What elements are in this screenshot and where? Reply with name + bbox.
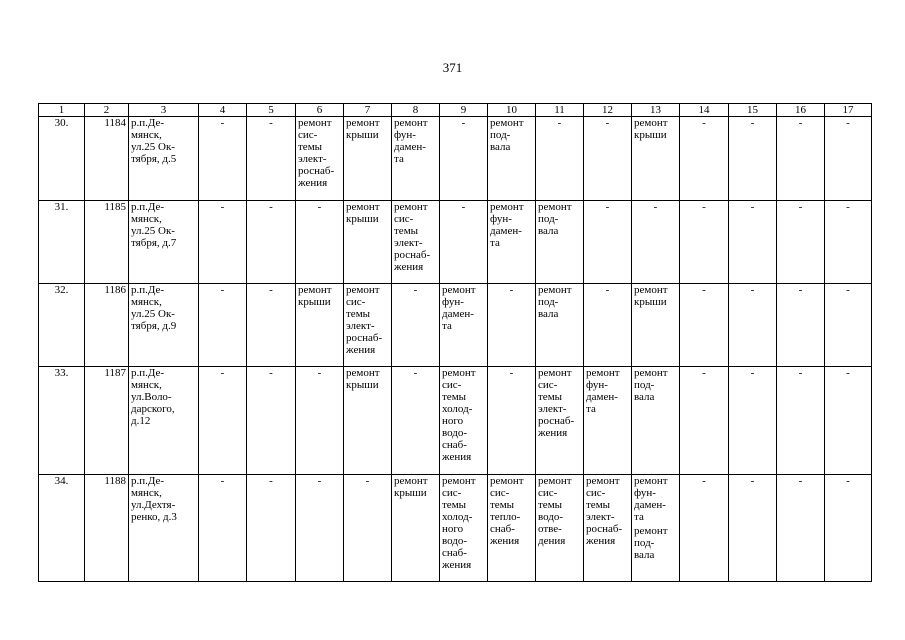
work-cell-col-6: ремонт сис- темы элект- роснаб- жения (296, 117, 344, 201)
column-header-5: 5 (247, 104, 296, 117)
column-header-3: 3 (129, 104, 199, 117)
object-code: 1188 (85, 475, 129, 582)
work-cell-col-7: ремонт крыши (344, 367, 392, 475)
work-cell-col-7: ремонт крыши (344, 201, 392, 284)
work-cell-col-9: - (440, 201, 488, 284)
row-number: 33. (39, 367, 85, 475)
work-cell-col-7: ремонт крыши (344, 117, 392, 201)
work-cell-col-13: ремонт крыши (632, 284, 680, 367)
work-cell-col-17: - (825, 475, 872, 582)
work-cell-col-12: ремонт фун- дамен- та (584, 367, 632, 475)
table-row (39, 117, 872, 201)
table-row (39, 201, 872, 284)
object-address: р.п.Де- мянск, ул.Дехтя- ренко, д.3 (129, 475, 199, 582)
column-header-10: 10 (488, 104, 536, 117)
work-cell-col-5: - (247, 475, 296, 582)
work-cell-col-8: - (392, 284, 440, 367)
object-address: р.п.Де- мянск, ул.Воло- дарского, д.12 (129, 367, 199, 475)
work-cell-col-12: - (584, 117, 632, 201)
object-address: р.п.Де- мянск, ул.25 Ок- тября, д.5 (129, 117, 199, 201)
work-cell-col-4: - (199, 117, 247, 201)
work-cell-col-13: ремонт фун- дамен- та ремонт под- вала (632, 475, 680, 582)
column-header-14: 14 (680, 104, 729, 117)
row-number: 32. (39, 284, 85, 367)
work-cell-col-11: - (536, 117, 584, 201)
work-cell-col-12: - (584, 284, 632, 367)
object-address: р.п.Де- мянск, ул.25 Ок- тября, д.7 (129, 201, 199, 284)
work-cell-col-14: - (680, 367, 729, 475)
work-cell-col-9: ремонт фун- дамен- та (440, 284, 488, 367)
column-header-12: 12 (584, 104, 632, 117)
work-cell-col-11: ремонт под- вала (536, 284, 584, 367)
column-header-17: 17 (825, 104, 872, 117)
work-cell-col-12: - (584, 201, 632, 284)
column-header-11: 11 (536, 104, 584, 117)
work-cell-col-9: ремонт сис- темы холод- ного водо- снаб- жения (440, 367, 488, 475)
work-cell-col-15: - (729, 117, 777, 201)
work-cell-col-10: - (488, 367, 536, 475)
work-cell-col-12: ремонт сис- темы элект- роснаб- жения (584, 475, 632, 582)
row-number: 30. (39, 117, 85, 201)
work-cell-col-13: - (632, 201, 680, 284)
column-header-8: 8 (392, 104, 440, 117)
work-cell-col-15: - (729, 475, 777, 582)
work-cell-col-7: - (344, 475, 392, 582)
repair-schedule-table (38, 103, 872, 582)
column-header-6: 6 (296, 104, 344, 117)
column-header-15: 15 (729, 104, 777, 117)
work-cell-col-8: ремонт крыши (392, 475, 440, 582)
work-cell-col-16: - (777, 367, 825, 475)
work-cell-col-5: - (247, 201, 296, 284)
work-cell-col-10: ремонт под- вала (488, 117, 536, 201)
table-row (39, 284, 872, 367)
work-cell-col-4: - (199, 367, 247, 475)
column-header-4: 4 (199, 104, 247, 117)
row-number: 34. (39, 475, 85, 582)
work-cell-col-11: ремонт под- вала (536, 201, 584, 284)
work-cell-col-10: ремонт сис- темы тепло- снаб- жения (488, 475, 536, 582)
work-cell-col-14: - (680, 201, 729, 284)
column-header-2: 2 (85, 104, 129, 117)
work-cell-col-17: - (825, 367, 872, 475)
row-number: 31. (39, 201, 85, 284)
work-cell-col-14: - (680, 475, 729, 582)
work-cell-col-17: - (825, 117, 872, 201)
work-cell-col-6: - (296, 201, 344, 284)
column-header-9: 9 (440, 104, 488, 117)
table-row (39, 475, 872, 582)
work-cell-col-16: - (777, 201, 825, 284)
column-header-7: 7 (344, 104, 392, 117)
column-header-16: 16 (777, 104, 825, 117)
work-cell-col-16: - (777, 284, 825, 367)
work-cell-col-10: - (488, 284, 536, 367)
column-number-row (39, 104, 872, 117)
work-cell-col-10: ремонт фун- дамен- та (488, 201, 536, 284)
work-cell-col-13: ремонт под- вала (632, 367, 680, 475)
work-cell-col-6: - (296, 475, 344, 582)
object-address: р.п.Де- мянск, ул.25 Ок- тября, д.9 (129, 284, 199, 367)
object-code: 1184 (85, 117, 129, 201)
work-cell-col-11: ремонт сис- темы водо- отве- дения (536, 475, 584, 582)
work-cell-col-14: - (680, 117, 729, 201)
work-cell-col-8: ремонт сис- темы элект- роснаб- жения (392, 201, 440, 284)
work-cell-col-9: - (440, 117, 488, 201)
work-cell-col-5: - (247, 117, 296, 201)
work-cell-col-17: - (825, 284, 872, 367)
work-cell-col-17: - (825, 201, 872, 284)
work-cell-col-16: - (777, 475, 825, 582)
work-cell-col-15: - (729, 284, 777, 367)
work-cell-col-8: - (392, 367, 440, 475)
work-cell-col-8: ремонт фун- дамен- та (392, 117, 440, 201)
table-row (39, 367, 872, 475)
object-code: 1187 (85, 367, 129, 475)
column-header-1: 1 (39, 104, 85, 117)
work-cell-col-15: - (729, 201, 777, 284)
work-cell-col-7: ремонт сис- темы элект- роснаб- жения (344, 284, 392, 367)
column-header-13: 13 (632, 104, 680, 117)
work-cell-col-11: ремонт сис- темы элект- роснаб- жения (536, 367, 584, 475)
work-cell-col-4: - (199, 201, 247, 284)
work-cell-col-5: - (247, 367, 296, 475)
work-cell-col-6: ремонт крыши (296, 284, 344, 367)
object-code: 1185 (85, 201, 129, 284)
work-cell-col-13: ремонт крыши (632, 117, 680, 201)
work-cell-col-14: - (680, 284, 729, 367)
work-cell-col-15: - (729, 367, 777, 475)
work-cell-col-6: - (296, 367, 344, 475)
work-cell-col-5: - (247, 284, 296, 367)
work-cell-col-4: - (199, 284, 247, 367)
work-cell-col-16: - (777, 117, 825, 201)
object-code: 1186 (85, 284, 129, 367)
work-cell-col-4: - (199, 475, 247, 582)
work-cell-col-9: ремонт сис- темы холод- ного водо- снаб- жения (440, 475, 488, 582)
page-number: 371 (442, 60, 463, 75)
